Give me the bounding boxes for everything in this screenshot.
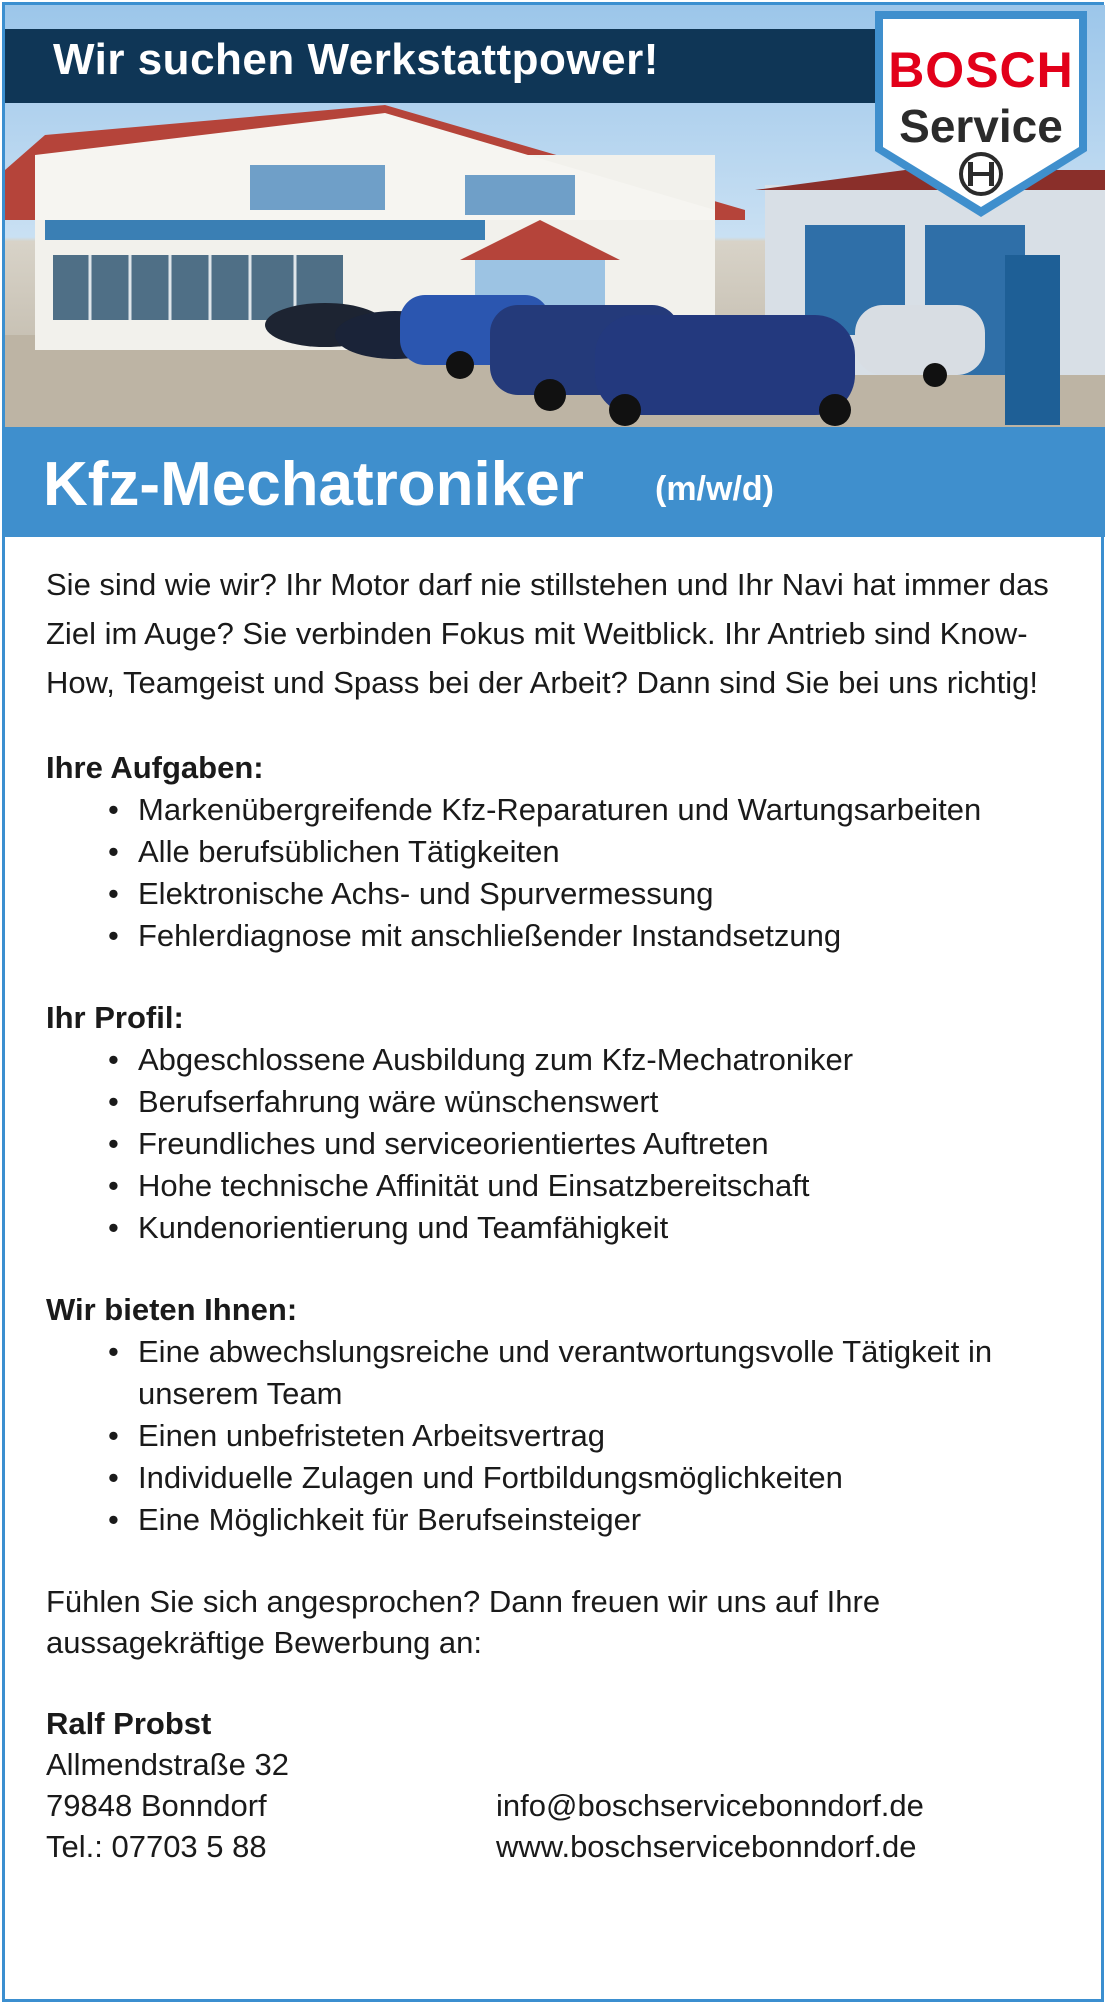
hero-photo [5, 5, 1105, 427]
job-title: Kfz-Mechatroniker [43, 450, 584, 519]
list-item: • Fehlerdiagnose mit anschließender Instandsetzung [108, 918, 842, 953]
section-heading: Ihr Profil: [46, 1000, 184, 1035]
logo-brand: BOSCH [888, 42, 1074, 98]
bullet-list [46, 1331, 1086, 1541]
contact-street: Allmendstraße 32 [46, 1747, 289, 1782]
contact-name: Ralf Probst [46, 1706, 212, 1741]
list-item: • Berufserfahrung wäre wünschenswert [108, 1084, 659, 1119]
intro-text: Sie sind wie wir? Ihr Motor darf nie stillstehen und Ihr Navi hat immer das Ziel im Auge? Sie verbinden Fokus mit Weitblick. Ihr Antrieb sind Know-How, Teamgeist und Spass bei der Arbeit? Dann sind Sie bei uns richtig! [46, 567, 1049, 700]
list-item: • Hohe technische Affinität und Einsatzbereitschaft [108, 1168, 810, 1203]
contact-phone: Tel.: 07703 5 88 [46, 1829, 267, 1864]
list-item: • Kundenorientierung und Teamfähigkeit [108, 1210, 669, 1245]
list-item: • Alle berufsüblichen Tätigkeiten [108, 834, 560, 869]
bosch-service-logo [875, 11, 1087, 217]
bullet-list [46, 789, 1086, 957]
logo-sub: Service [899, 100, 1063, 152]
list-item: • Eine abwechslungsreiche und verantwortungsvolle Tätigkeit in unserem Team [108, 1334, 993, 1411]
list-item: • Individuelle Zulagen und Fortbildungsmöglichkeiten [108, 1460, 843, 1495]
section-heading: Wir bieten Ihnen: [46, 1292, 298, 1327]
contact-block [46, 1703, 1086, 1873]
bullet-list [46, 1039, 1086, 1249]
job-title-suffix: (m/w/d) [655, 470, 774, 508]
section-angebot [46, 1289, 1086, 1541]
list-item: • Eine Möglichkeit für Berufseinsteiger [108, 1502, 642, 1537]
contact-city: 79848 Bonndorf [46, 1788, 267, 1823]
list-item: • Abgeschlossene Ausbildung zum Kfz-Mechatroniker [108, 1042, 854, 1077]
ad-body [46, 560, 1086, 1873]
call-to-action: Fühlen Sie sich angesprochen? Dann freuen wir uns auf Ihre aussagekräftige Bewerbung an: [46, 1584, 881, 1660]
list-item: • Freundliches und serviceorientiertes Auftreten [108, 1126, 769, 1161]
section-aufgaben [46, 747, 1086, 957]
section-profil [46, 997, 1086, 1249]
list-item: • Markenübergreifende Kfz-Reparaturen und Wartungsarbeiten [108, 792, 982, 827]
contact-email[interactable]: info@boschservicebonndorf.de [496, 1788, 924, 1823]
job-title-band [5, 427, 1105, 537]
list-item: • Elektronische Achs- und Spurvermessung [108, 876, 714, 911]
list-item: • Einen unbefristeten Arbeitsvertrag [108, 1418, 605, 1453]
tagline: Wir suchen Werkstattpower! [53, 35, 659, 84]
contact-online [496, 1785, 924, 1867]
contact-website[interactable]: www.boschservicebonndorf.de [496, 1829, 917, 1864]
section-heading: Ihre Aufgaben: [46, 750, 264, 785]
